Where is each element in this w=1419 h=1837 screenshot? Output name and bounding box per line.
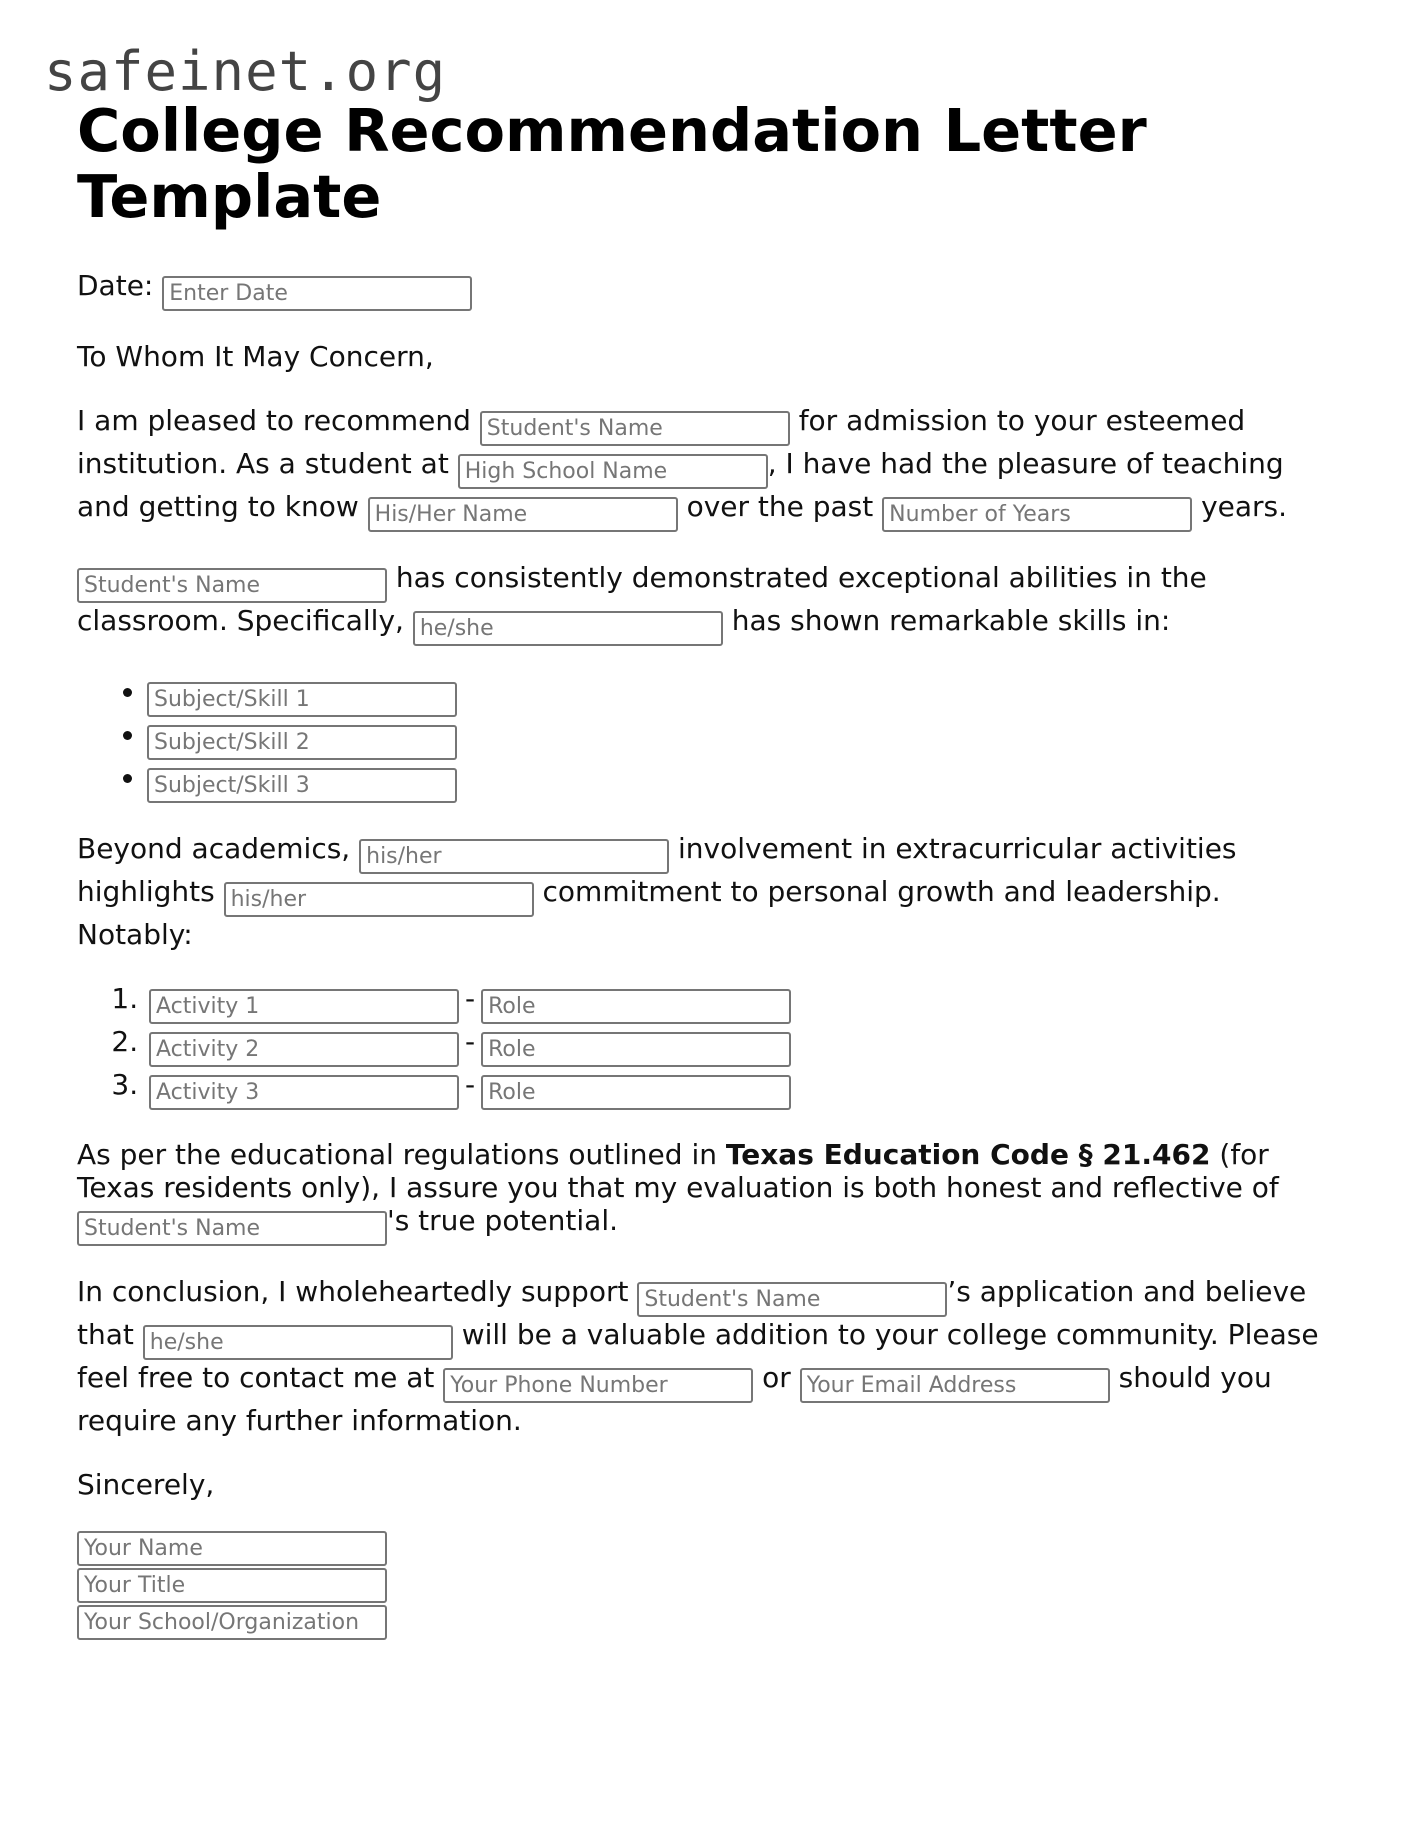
- watermark-text: safeinet.org: [44, 40, 447, 103]
- your-organization-input[interactable]: [77, 1605, 387, 1640]
- list-item: [147, 1067, 1337, 1110]
- date-input[interactable]: [162, 276, 472, 311]
- regulation-text-1: As per the educational regulations outlined in: [77, 1138, 717, 1171]
- conclusion-text-3: will be a valuable addition to your college community. Please feel free to contact me at: [77, 1318, 1319, 1394]
- your-title-input[interactable]: [77, 1568, 387, 1603]
- activities-list: [77, 981, 1337, 1110]
- extra-text-1: Beyond academics,: [77, 832, 351, 865]
- he-she-input[interactable]: [413, 611, 723, 646]
- abilities-text-2: has shown remarkable skills in:: [731, 604, 1171, 637]
- salutation: To Whom It May Concern,: [77, 340, 434, 373]
- conclusion-text-5: should you require any further information.: [77, 1361, 1272, 1437]
- regulation-text-2: (for Texas residents only), I assure you that my evaluation is both honest and reflective of: [77, 1138, 1279, 1204]
- list-item: [147, 981, 1337, 1024]
- high-school-name-input[interactable]: [458, 454, 768, 489]
- role-1-input[interactable]: [481, 989, 791, 1024]
- list-item: [147, 717, 1337, 760]
- conclusion-paragraph: [77, 1274, 1337, 1439]
- list-item: [147, 1024, 1337, 1067]
- skills-list: [77, 674, 1337, 803]
- extracurricular-paragraph: [77, 831, 1337, 953]
- regulation-citation: Texas Education Code § 21.462: [725, 1138, 1211, 1171]
- date-label: Date:: [77, 269, 154, 302]
- his-her-input-2[interactable]: [224, 882, 534, 917]
- student-name-input-3[interactable]: [77, 1211, 387, 1246]
- student-name-input-2[interactable]: [77, 568, 387, 603]
- your-name-input[interactable]: [77, 1531, 387, 1566]
- intro-text-2: for admission to your esteemed institution. As a student at: [77, 404, 1246, 480]
- intro-text-4: over the past: [686, 490, 874, 523]
- number-of-years-input[interactable]: [882, 497, 1192, 532]
- conclusion-text-1: In conclusion, I wholeheartedly support: [77, 1275, 629, 1308]
- student-name-input-4[interactable]: [637, 1282, 947, 1317]
- activity-2-input[interactable]: [149, 1032, 459, 1067]
- extra-text-3: commitment to personal growth and leadership. Notably:: [77, 875, 1221, 951]
- abilities-text-1: has consistently demonstrated exceptional abilities in the classroom. Specifically,: [77, 561, 1207, 637]
- conclusion-text-4: or: [762, 1361, 791, 1394]
- intro-text-3: , I have had the pleasure of teaching and getting to know: [77, 447, 1284, 523]
- intro-text-1: I am pleased to recommend: [77, 404, 471, 437]
- list-item: [147, 760, 1337, 803]
- letter-page: [77, 98, 1337, 1642]
- email-address-input[interactable]: [800, 1368, 1110, 1403]
- activity-1-input[interactable]: [149, 989, 459, 1024]
- intro-paragraph: [77, 403, 1337, 532]
- activity-separator: -: [465, 982, 476, 1015]
- regulation-paragraph: [77, 1138, 1337, 1246]
- his-her-name-input[interactable]: [368, 497, 678, 532]
- role-2-input[interactable]: [481, 1032, 791, 1067]
- conclusion-text-2: ’s application and believe that: [77, 1275, 1307, 1351]
- his-her-input-1[interactable]: [359, 839, 669, 874]
- skill-3-input[interactable]: [147, 768, 457, 803]
- activity-3-input[interactable]: [149, 1075, 459, 1110]
- list-item: [147, 674, 1337, 717]
- signature-block: [77, 1531, 1337, 1640]
- student-name-input[interactable]: [480, 411, 790, 446]
- closing: Sincerely,: [77, 1468, 215, 1501]
- role-3-input[interactable]: [481, 1075, 791, 1110]
- skill-1-input[interactable]: [147, 682, 457, 717]
- activity-separator: -: [465, 1025, 476, 1058]
- abilities-paragraph: [77, 560, 1337, 646]
- intro-text-5: years.: [1201, 490, 1288, 523]
- regulation-text-3: 's true potential.: [387, 1204, 618, 1237]
- extra-text-2: involvement in extracurricular activities highlights: [77, 832, 1237, 908]
- skill-2-input[interactable]: [147, 725, 457, 760]
- activity-separator: -: [465, 1068, 476, 1101]
- date-line: [77, 268, 1337, 311]
- page-title: College Recommendation Letter Template: [77, 96, 1147, 231]
- phone-number-input[interactable]: [443, 1368, 753, 1403]
- he-she-input-2[interactable]: [143, 1325, 453, 1360]
